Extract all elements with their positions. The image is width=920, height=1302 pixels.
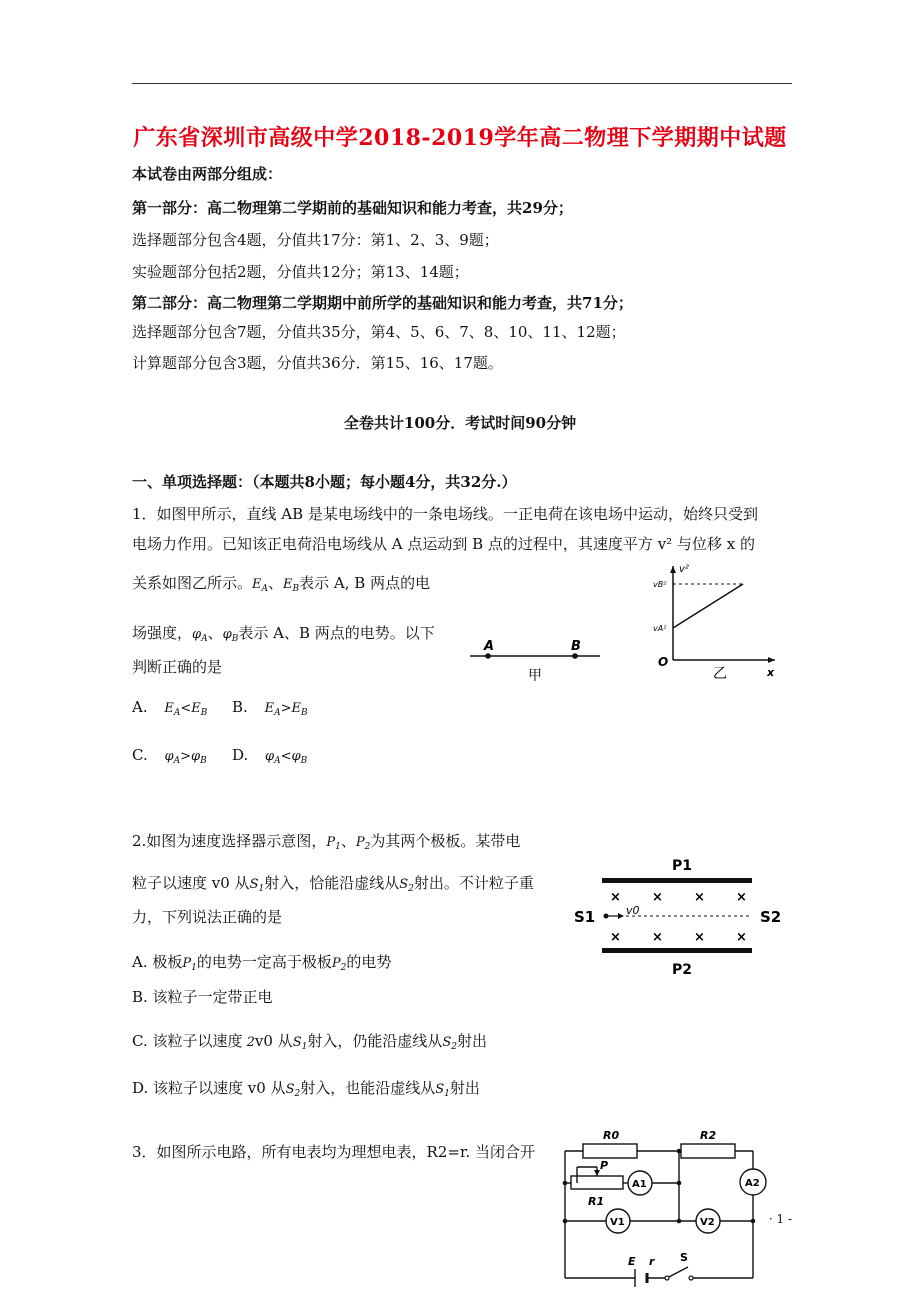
switch-contact: [665, 1276, 669, 1280]
x-axis-label: x: [767, 666, 775, 679]
q2-line1-text-b: 为其两个极板。某带电: [370, 832, 521, 850]
intro-part2: 第二部分：高二物理第二学期期中前所学的基础知识和能力考查，共71分；: [132, 294, 633, 312]
point-a-label: A: [484, 639, 495, 654]
intro-part2-choice: 选择题部分包含7题，分值共35分，第4、5、6、7、8、10、11、12题；: [132, 323, 626, 341]
q2-line2-text-b: 射入，恰能沿虚线从: [264, 874, 400, 892]
q1-option-d: D. $\varphi_A<\varphi_B$: [232, 746, 308, 766]
b-field-cross: ×: [652, 930, 663, 945]
va-label: vA²: [653, 624, 667, 633]
q2-line3: 力，下列说法正确的是: [132, 908, 283, 926]
q1-line2: 电场力作用。已知该正电荷沿电场线从 A 点运动到 B 点的过程中，其速度平方 v² 与位移 x 的: [132, 535, 755, 553]
label-e: E: [628, 1255, 636, 1268]
q1-option-c: C. $\varphi_A>\varphi_B$: [132, 746, 207, 766]
q2-option-c-text-d: 射出: [456, 1032, 487, 1050]
q1-option-b-label: B.: [232, 698, 248, 716]
b-field-cross: ×: [652, 890, 663, 905]
section-heading: 一、单项选择题：（本题共8小题；每小题4分，共32分.）: [132, 473, 517, 491]
lower-crosses: [610, 930, 747, 945]
label-a2: A2: [745, 1178, 760, 1189]
label-r0: R0: [603, 1129, 620, 1142]
label-r1: R1: [588, 1195, 605, 1208]
q3-line1: 3．如图所示电路，所有电表均为理想电表，R2=r. 当闭合开: [132, 1143, 536, 1161]
q2-option-c-text-c: 射入，仍能沿虚线从: [307, 1032, 443, 1050]
fig-jia-label: 甲: [528, 668, 542, 684]
label-p: P: [600, 1159, 609, 1172]
q1-line4-text-b: 表示 A、B 两点的电势。以下: [238, 624, 435, 642]
b-field-cross: ×: [610, 930, 621, 945]
intro-part2-calc: 计算题部分包含3题，分值共36分．第15、16、17题。: [132, 354, 503, 372]
q2-line1: 2.如图为速度选择器示意图，$P_1$、$P_2$为其两个极板。某带电: [132, 832, 521, 852]
y-axis-arrow-icon: [670, 566, 676, 573]
label-r: r: [649, 1255, 655, 1268]
q2-line2-text-a: 粒子以速度 v0 从: [132, 874, 250, 892]
q2-option-c: C. 该粒子以速度 2v0 从$S_1$射入，仍能沿虚线从$S_2$射出: [132, 1032, 487, 1052]
q2-line1-text-a: 2.如图为速度选择器示意图，: [132, 832, 327, 850]
q1-line4-text-a: 场强度，: [132, 624, 193, 642]
intro-part1-choice: 选择题部分包含4题，分值共17分：第1、2、3、9题；: [132, 231, 499, 249]
header-rule: [132, 83, 792, 84]
point-b: [572, 653, 578, 659]
q2-option-c-text-b: v0 从: [254, 1032, 293, 1050]
page-title: 广东省深圳市高级中学2018-2019学年高二物理下学期期中试题: [133, 125, 787, 151]
q2-line2: 粒子以速度 v0 从$S_1$射入，恰能沿虚线从$S_2$射出。不计粒子重: [132, 874, 534, 894]
label-v1: V1: [610, 1217, 625, 1228]
q1-line3-text-a: 关系如图乙所示。: [132, 574, 253, 592]
v2-x-line: [673, 584, 743, 628]
intro-composition: 本试卷由两部分组成：: [132, 165, 283, 183]
q2-figure-velocity-selector: [572, 852, 787, 982]
q2-option-a-text-b: 的电势一定高于极板: [196, 953, 332, 971]
fig-s1-label: S1: [574, 908, 596, 926]
q2-option-a-text-c: 的电势: [346, 953, 392, 971]
q2-line2-text-c: 射出。不计粒子重: [413, 874, 534, 892]
q1-line5: 判断正确的是: [132, 658, 223, 676]
b-field-cross: ×: [736, 930, 747, 945]
intro-part1: 第一部分：高二物理第二学期前的基础知识和能力考查，共29分；: [132, 199, 573, 217]
q1-figure-yi: [645, 560, 785, 680]
q1-figure-jia: [465, 630, 605, 690]
intro-part1-exp: 实验题部分包括2题，分值共12分；第13、14题；: [132, 263, 469, 281]
label-r2: R2: [700, 1129, 717, 1142]
q2-option-a: A. 极板$P_1$的电势一定高于极板$P_2$的电势: [132, 953, 392, 973]
fig-v0-label: v0: [626, 904, 640, 917]
q2-option-d-text-a: D. 该粒子以速度 v0 从: [132, 1079, 286, 1097]
q1-line3-text-b: 表示 A, B 两点的电: [299, 574, 431, 592]
switch-contact: [689, 1276, 693, 1280]
q2-option-d: D. 该粒子以速度 v0 从$S_2$射入，也能沿虚线从$S_1$射出: [132, 1079, 480, 1099]
x-axis-arrow-icon: [768, 657, 775, 663]
y-axis-label: v²: [679, 564, 689, 575]
q2-option-d-text-c: 射出: [449, 1079, 480, 1097]
label-a1: A1: [632, 1179, 647, 1190]
junction: [563, 1181, 568, 1186]
junction: [677, 1149, 682, 1154]
b-field-cross: ×: [736, 890, 747, 905]
q1-option-b: B. $E_A>E_B$: [232, 698, 308, 718]
q1-option-a: A. $E_A<E_B$: [132, 698, 208, 718]
page-number: · 1 -: [768, 1212, 792, 1226]
origin-label: O: [658, 655, 669, 669]
q2-option-b: B. 该粒子一定带正电: [132, 988, 273, 1006]
rheostat-r1: [571, 1176, 623, 1189]
point-b-label: B: [571, 639, 581, 654]
b-field-cross: ×: [610, 890, 621, 905]
b-field-cross: ×: [694, 930, 705, 945]
circuit-wires: [565, 1151, 753, 1278]
q1-option-a-label: A.: [132, 698, 148, 716]
q1-option-c-label: C.: [132, 746, 148, 764]
junction: [677, 1181, 682, 1186]
point-a: [485, 653, 491, 659]
label-s: S: [680, 1251, 688, 1264]
resistor-r2: [681, 1144, 735, 1158]
q1-line4: 场强度，$\varphi_A$、$\varphi_B$表示 A、B 两点的电势。以下: [132, 624, 435, 644]
label-v2: V2: [700, 1217, 715, 1228]
resistor-r0: [583, 1144, 637, 1158]
vb-label: vB²: [653, 580, 667, 589]
upper-crosses: [610, 890, 747, 905]
b-field-cross: ×: [694, 890, 705, 905]
exam-total: 全卷共计100分．考试时间90分钟: [343, 414, 577, 432]
fig-s2-label: S2: [760, 908, 782, 926]
q1-option-d-label: D.: [232, 746, 249, 764]
fig-yi-label: 乙: [713, 666, 727, 680]
fig-p2-label: P2: [672, 962, 693, 978]
plate-p1: [602, 878, 752, 883]
q1-line3: 关系如图乙所示。$E_A$、$E_B$表示 A, B 两点的电: [132, 574, 431, 594]
junction: [677, 1219, 682, 1224]
junction: [563, 1219, 568, 1224]
q1-line1: 1．如图甲所示，直线 AB 是某电场线中的一条电场线。一正电荷在该电场中运动，始终只受到: [132, 505, 758, 523]
q3-figure-circuit: [555, 1113, 770, 1295]
q2-option-c-text-a: C. 该粒子以速度: [132, 1032, 243, 1050]
q2-option-a-text-a: A. 极板: [132, 953, 183, 971]
q2-option-d-text-b: 射入，也能沿虚线从: [300, 1079, 436, 1097]
switch-blade: [667, 1267, 688, 1278]
plate-p2: [602, 948, 752, 953]
junction: [751, 1219, 756, 1224]
fig-p1-label: P1: [672, 858, 693, 874]
